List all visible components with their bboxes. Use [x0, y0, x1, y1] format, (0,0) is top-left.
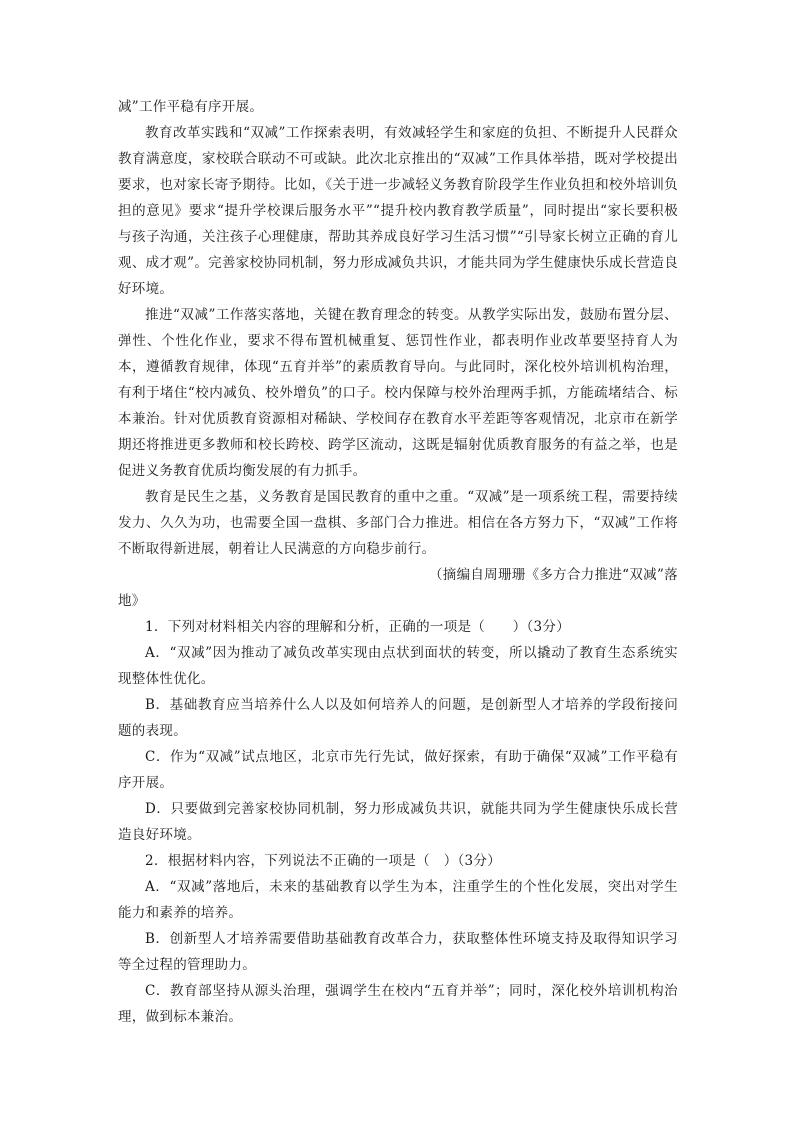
passage-paragraph: 教育改革实践和“双减”工作探索表明，有效减轻学生和家庭的负担、不断提升人民群众教育满意度，家校联合联动不可或缺。此次北京推出的“双减”工作具体举措，既对学校提出要求，也对家长寄予期待。比如，《关于进一步减轻义务教育阶段学生作业负担和校外培训负担的意见》要求“提升学校课后服务水平”“提升校内教育教学质量”，同时提出“家长要积极与孩子沟通，关注孩子心理健康，帮助其养成良好学习生活习惯”“引导家长树立正确的育儿观、成才观”。完善家校协同机制，努力形成减负共识，才能共同为学生健康快乐成长营造良好环境。 [118, 125, 678, 297]
document-page [118, 94, 678, 1030]
option-b: B．基础教育应当培养什么人以及如何培养人的问题，是创新型人才培养的学段衔接问题的表现。 [118, 697, 678, 739]
option-d: D．只要做到完善家校协同机制，努力形成减负共识，就能共同为学生健康快乐成长营造良好环境。 [118, 801, 678, 843]
question-1 [118, 614, 678, 848]
question-stem: 2．根据材料内容，下列说法不正确的一项是（ ）（3分） [145, 853, 502, 869]
passage-paragraph: 减”工作平稳有序开展。 [118, 99, 264, 115]
option-a: A．“双减”落地后，未来的基础教育以学生为本，注重学生的个性化发展，突出对学生能力和素养的培养。 [118, 879, 678, 921]
passage-paragraph: 教育是民生之基，义务教育是国民教育的重中之重。“双减”是一项系统工程，需要持续发力、久久为功，也需要全国一盘棋、多部门合力推进。相信在各方努力下，“双减”工作将不断取得新进展，朝着让人民满意的方向稳步前行。 [118, 489, 678, 557]
option-c: C．教育部坚持从源头治理，强调学生在校内“五育并举”；同时，深化校外培训机构治理，做到标本兼治。 [118, 983, 678, 1025]
question-2 [118, 848, 678, 1030]
passage-paragraph: 推进“双减”工作落实落地，关键在教育理念的转变。从教学实际出发，鼓励布置分层、弹性、个性化作业，要求不得布置机械重复、惩罚性作业，都表明作业改革要坚持育人为本，遵循教育规律，体现“五育并举”的素质教育导向。与此同时，深化校外培训机构治理，有利于堵住“校内减负、校外增负”的口子。校内保障与校外治理两手抓，方能疏堵结合、标本兼治。针对优质教育资源相对稀缺、学校间存在教育水平差距等客观情况，北京市在新学期还将推进更多教师和校长跨校、跨学区流动，这既是辐射优质教育服务的有益之举，也是促进义务教育优质均衡发展的有力抓手。 [118, 307, 678, 479]
question-stem: 1．下列对材料相关内容的理解和分析，正确的一项是（ ）（3分） [145, 619, 571, 635]
source-citation-tail: 地》 [118, 593, 146, 609]
source-citation: （摘编自周珊珊《多方合力推进“双减”落 [428, 567, 678, 583]
option-a: A．“双减”因为推动了减负改革实现由点状到面状的转变，所以撬动了教育生态系统实现整体性优化。 [118, 645, 678, 687]
option-c: C．作为“双减”试点地区，北京市先行先试，做好探索，有助于确保“双减”工作平稳有序开展。 [118, 749, 678, 791]
option-b: B．创新型人才培养需要借助基础教育改革合力，获取整体性环境支持及取得知识学习等全过程的管理助力。 [118, 931, 678, 973]
